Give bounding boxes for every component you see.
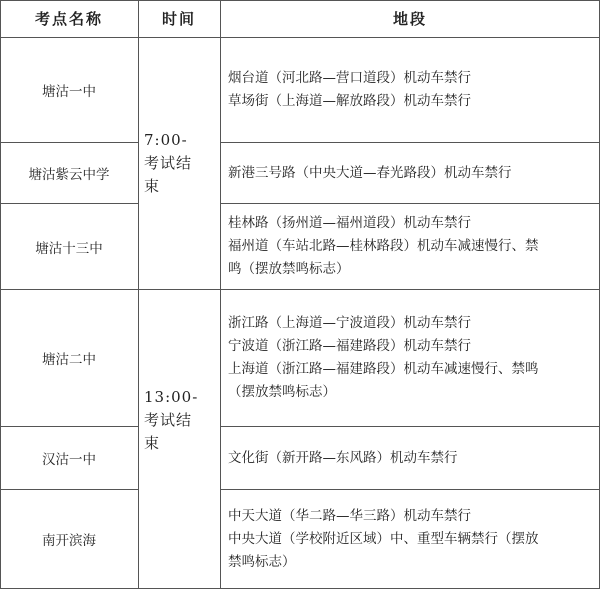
section-line: 新港三号路（中央大道—春光路段）机动车禁行 (228, 164, 512, 181)
section-line: 桂林路（扬州道—福州道段）机动车禁行 (228, 215, 471, 231)
exam-site-name: 塘沽二中 (42, 352, 96, 368)
section-cell (220, 490, 600, 588)
time-end-label: 考试结 (144, 154, 193, 172)
section-line: 宁波道（浙江路—福建路段）机动车禁行 (228, 338, 471, 354)
exam-site-name: 塘沽一中 (42, 84, 96, 100)
time-start: 13:00- (144, 387, 199, 406)
exam-site-name: 塘沽紫云中学 (28, 167, 110, 183)
header-exam-site: 考点名称 (34, 10, 103, 28)
time-slot-afternoon (138, 290, 220, 588)
section-line: 鸣（摆放禁鸣标志） (228, 261, 350, 277)
exam-site-name: 塘沽十三中 (35, 240, 103, 257)
section-cell (220, 427, 600, 489)
section-line: 浙江路（上海道—宁波道段）机动车禁行 (228, 315, 471, 331)
section-line: 禁鸣标志） (228, 553, 296, 570)
time-end-label: 考试结 (144, 410, 193, 429)
section-cell (220, 290, 600, 426)
header-section: 地段 (392, 10, 427, 28)
section-cell (220, 38, 600, 142)
exam-site-name: 汉沽一中 (42, 452, 96, 468)
section-line: 上海道（浙江路—福建路段）机动车减速慢行、禁鸣 (228, 361, 539, 377)
exam-site-name: 南开滨海 (42, 533, 96, 549)
time-end-label-cont: 束 (144, 177, 161, 195)
section-line: 草场街（上海道—解放路段）机动车禁行 (228, 93, 471, 109)
section-line: 文化街（新开路—东风路）机动车禁行 (228, 449, 458, 466)
section-line: 烟台道（河北路—营口道段）机动车禁行 (228, 70, 471, 86)
section-cell (220, 204, 600, 289)
time-end-label-cont: 束 (144, 433, 161, 452)
section-line: （摆放禁鸣标志） (228, 384, 336, 400)
section-line: 中央大道（学校附近区域）中、重型车辆禁行（摆放 (228, 530, 539, 547)
time-slot-morning (138, 38, 220, 289)
section-cell (220, 143, 600, 203)
header-time: 时间 (161, 10, 196, 28)
border-bottom (0, 588, 600, 589)
section-line: 中天大道（华二路—华三路）机动车禁行 (228, 507, 471, 524)
section-line: 福州道（车站北路—桂林路段）机动车减速慢行、禁 (228, 238, 539, 254)
time-start: 7:00- (144, 131, 188, 149)
